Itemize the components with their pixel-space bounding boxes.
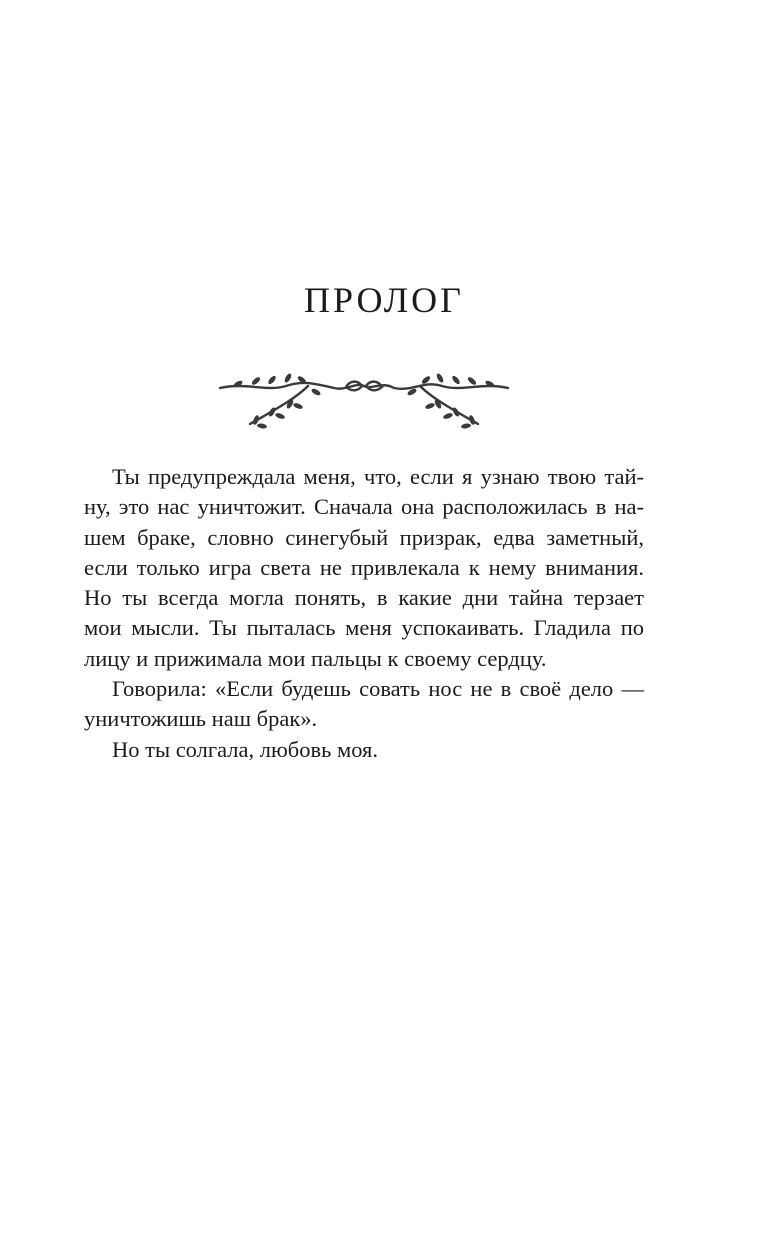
chapter-title: ПРОЛОГ	[304, 280, 464, 320]
text-line: если только игра света не привлекала к нему внимания.	[84, 554, 644, 580]
text-line: Ты предупреждала меня, что, если я узнаю твою тай-	[112, 464, 644, 489]
paragraph-3	[84, 735, 644, 765]
text-line: Но ты солгала, любовь моя.	[112, 736, 379, 762]
text-line: ну, это нас уничтожит. Сначала она расположилась в на-	[84, 494, 644, 520]
text-line: Говорила: «Если будешь совать нос не в своё дело —	[112, 676, 644, 702]
text-line: шем браке, словно синегубый призрак, едва заметный,	[84, 524, 644, 550]
floral-vine-divider-icon	[216, 370, 512, 434]
text-line: уничтожишь наш брак».	[84, 706, 318, 732]
paragraph-1	[84, 462, 644, 674]
text-line: Но ты всегда могла понять, в какие дни тайна терзает	[84, 585, 644, 611]
text-line: лицу и прижимала мои пальцы к своему сердцу.	[84, 645, 547, 671]
paragraph-2	[84, 674, 644, 735]
prologue-text	[84, 462, 644, 765]
text-line: мои мысли. Ты пыталась меня успокаивать. Гладила по	[84, 615, 644, 641]
